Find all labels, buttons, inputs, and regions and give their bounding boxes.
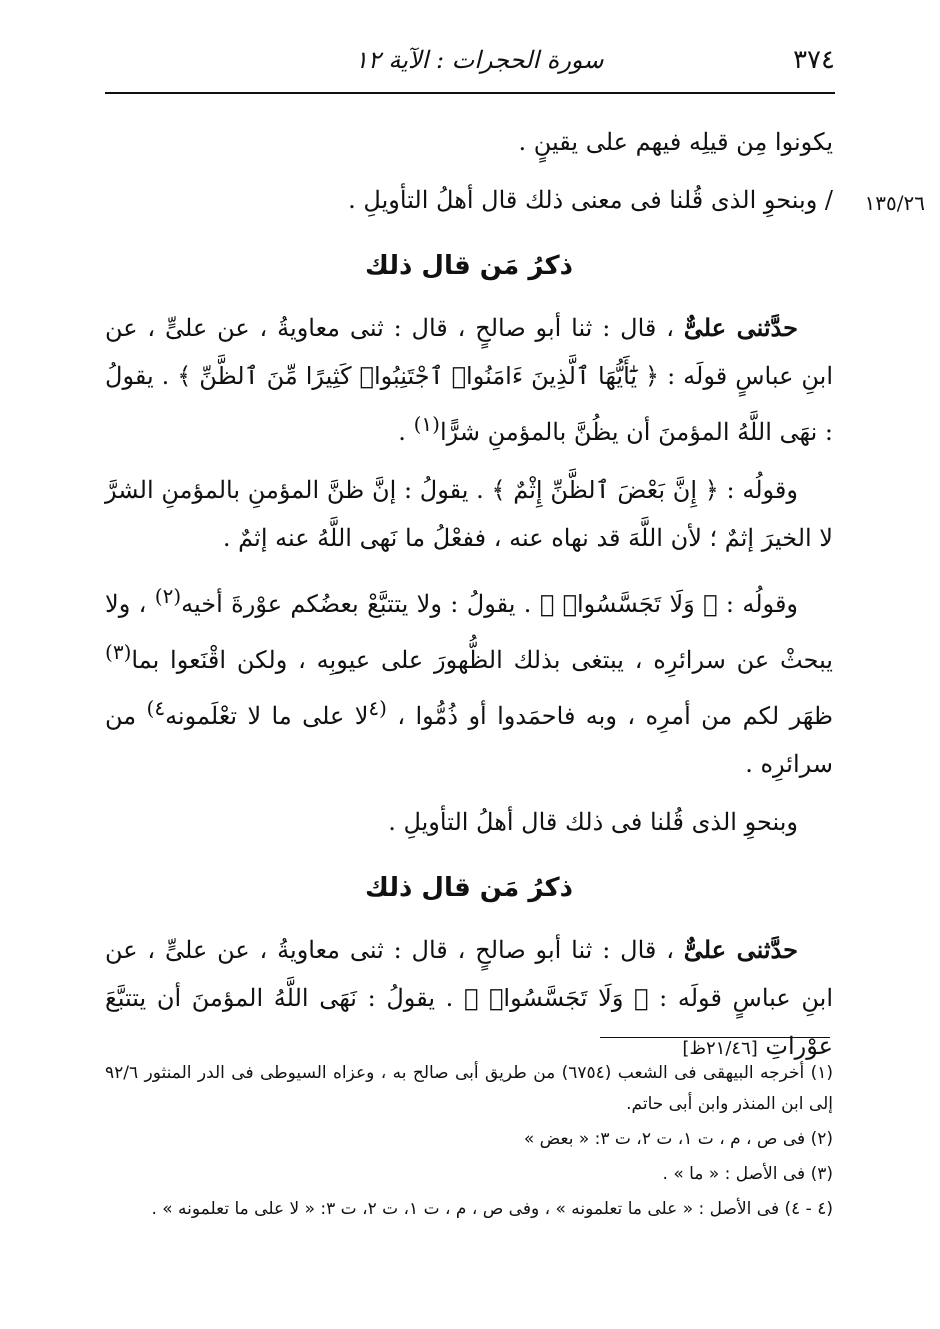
- footnote: (١) أخرجه البيهقى فى الشعب (٦٧٥٤) من طريق أبى صالح به ، وعزاه السيوطى فى الدر المنثور ٩٢/٦ إلى ابن المنذر وابن أبى حاتم.: [105, 1063, 833, 1114]
- text-run: .: [398, 418, 406, 446]
- quran-verse: ﴿ وَلَا تَجَسَّسُوا۟ ﴾: [539, 590, 718, 618]
- text-run: . يقولُ : ولا يتتبَّعْ بعضُكم عوْرةَ أخيه: [181, 590, 532, 618]
- footnote-marker: (٢): [154, 584, 182, 608]
- text-run: . يقولُ : إنَّ ظنَّ المؤمنِ بالمؤمنِ الشرَّ لا الخيرَ إثمٌ ؛ لأن اللَّهَ قد نهاه عنه ، ففعْلُ ما نَهى اللَّهُ عنه إثمٌ .: [105, 476, 833, 552]
- footnotes: [105, 1058, 833, 1229]
- running-header: [105, 30, 835, 90]
- section-heading: ذكرُ مَن قال ذلك: [365, 873, 573, 903]
- text-run: ، ولا يبحثْ عن سرائرِه ، يبتغى بذلك الظُّهورَ على عيوبِه ، ولكن اقْنَعوا بما: [105, 590, 833, 674]
- section-heading: ذكرُ مَن قال ذلك: [365, 251, 573, 281]
- text-line: يكونوا مِن قيلِه فيهم على يقينٍ .: [518, 128, 833, 156]
- quran-verse: ﴿ يَٰٓأَيُّهَا ٱلَّذِينَ ءَامَنُوا۟ ٱجْتَنِبُوا۟ كَثِيرًا مِّنَ ٱلظَّنِّ ﴾: [177, 362, 660, 390]
- text-run: . يقولُ : نَهَى اللَّهُ المؤمنَ أن يتتبَّعَ عوْراتِ: [105, 984, 833, 1060]
- quran-verse: ﴿ إِنَّ بَعْضَ ٱلظَّنِّ إِثْمٌ ﴾: [491, 476, 719, 504]
- text-run: وقولُه :: [725, 590, 799, 618]
- text-line: / وبنحوِ الذى قُلنا فى معنى ذلك قال أهلُ التأويلِ .: [348, 186, 833, 214]
- text-run: ظهَر لكم من أمرِه ، وبه فاحمَدوا أو ذُمُّوا ،: [397, 702, 833, 730]
- footnote-marker: (١): [413, 412, 440, 436]
- manuscript-reference: [٢١/٤٦ظ]: [682, 1038, 758, 1059]
- surah-title: سورة الحجرات : الآية ١٢: [355, 46, 604, 74]
- paragraph: [105, 466, 833, 562]
- header-rule: [105, 92, 835, 94]
- paragraph: [105, 572, 833, 788]
- footnote-rule: [600, 1037, 830, 1038]
- text-run: وقولُه :: [726, 476, 798, 504]
- margin-reference: ١٣٥/٢٦: [864, 191, 925, 215]
- footnote-marker: (٣): [105, 640, 132, 664]
- text-run: . يقولُ : نهَى اللَّهُ المؤمنَ أن يظُنَّ بالمؤمنِ شرًّا: [105, 362, 833, 446]
- text-run: ، قال : ثنا أبو صالحٍ ، قال : ثنى معاويةُ ، عن علىٍّ ، عن ابنِ عباسٍ قولَه :: [105, 314, 833, 390]
- quran-verse: ﴿ وَلَا تَجَسَّسُوا۟ ﴾: [463, 984, 649, 1012]
- footnote: (٤ - ٤) فى الأصل : « على ما تعلمونه » ، وفى ص ، م ، ت ١، ت ٢، ت ٣: « لا على ما تعلمونه » .: [151, 1199, 833, 1219]
- footnote: (٣) فى الأصل : « ما » .: [662, 1164, 833, 1184]
- footnote-marker: ٤): [146, 696, 166, 720]
- paragraph: وبنحوِ الذى قُلنا فى ذلك قال أهلُ التأويلِ .: [388, 808, 798, 836]
- narration-lead: حدَّثنى علىٌّ: [683, 313, 798, 342]
- text-run: لا على ما لا تعْلَمونه: [165, 702, 369, 730]
- footnote-marker: (٤: [368, 696, 387, 720]
- page-number: ٣٧٤: [793, 45, 835, 75]
- paragraph: [105, 926, 833, 1073]
- narration-lead: حدَّثنى علىٌّ: [683, 935, 798, 964]
- text-run: ، قال : ثنا أبو صالحٍ ، قال : ثنى معاويةُ ، عن علىٍّ ، عن ابنِ عباسٍ قولَه :: [105, 936, 833, 1012]
- text-run: من سرائرِه .: [105, 702, 833, 778]
- footnote: (٢) فى ص ، م ، ت ١، ت ٢، ت ٣: « بعض »: [523, 1129, 833, 1149]
- main-text: [105, 118, 833, 1083]
- paragraph: [105, 304, 833, 456]
